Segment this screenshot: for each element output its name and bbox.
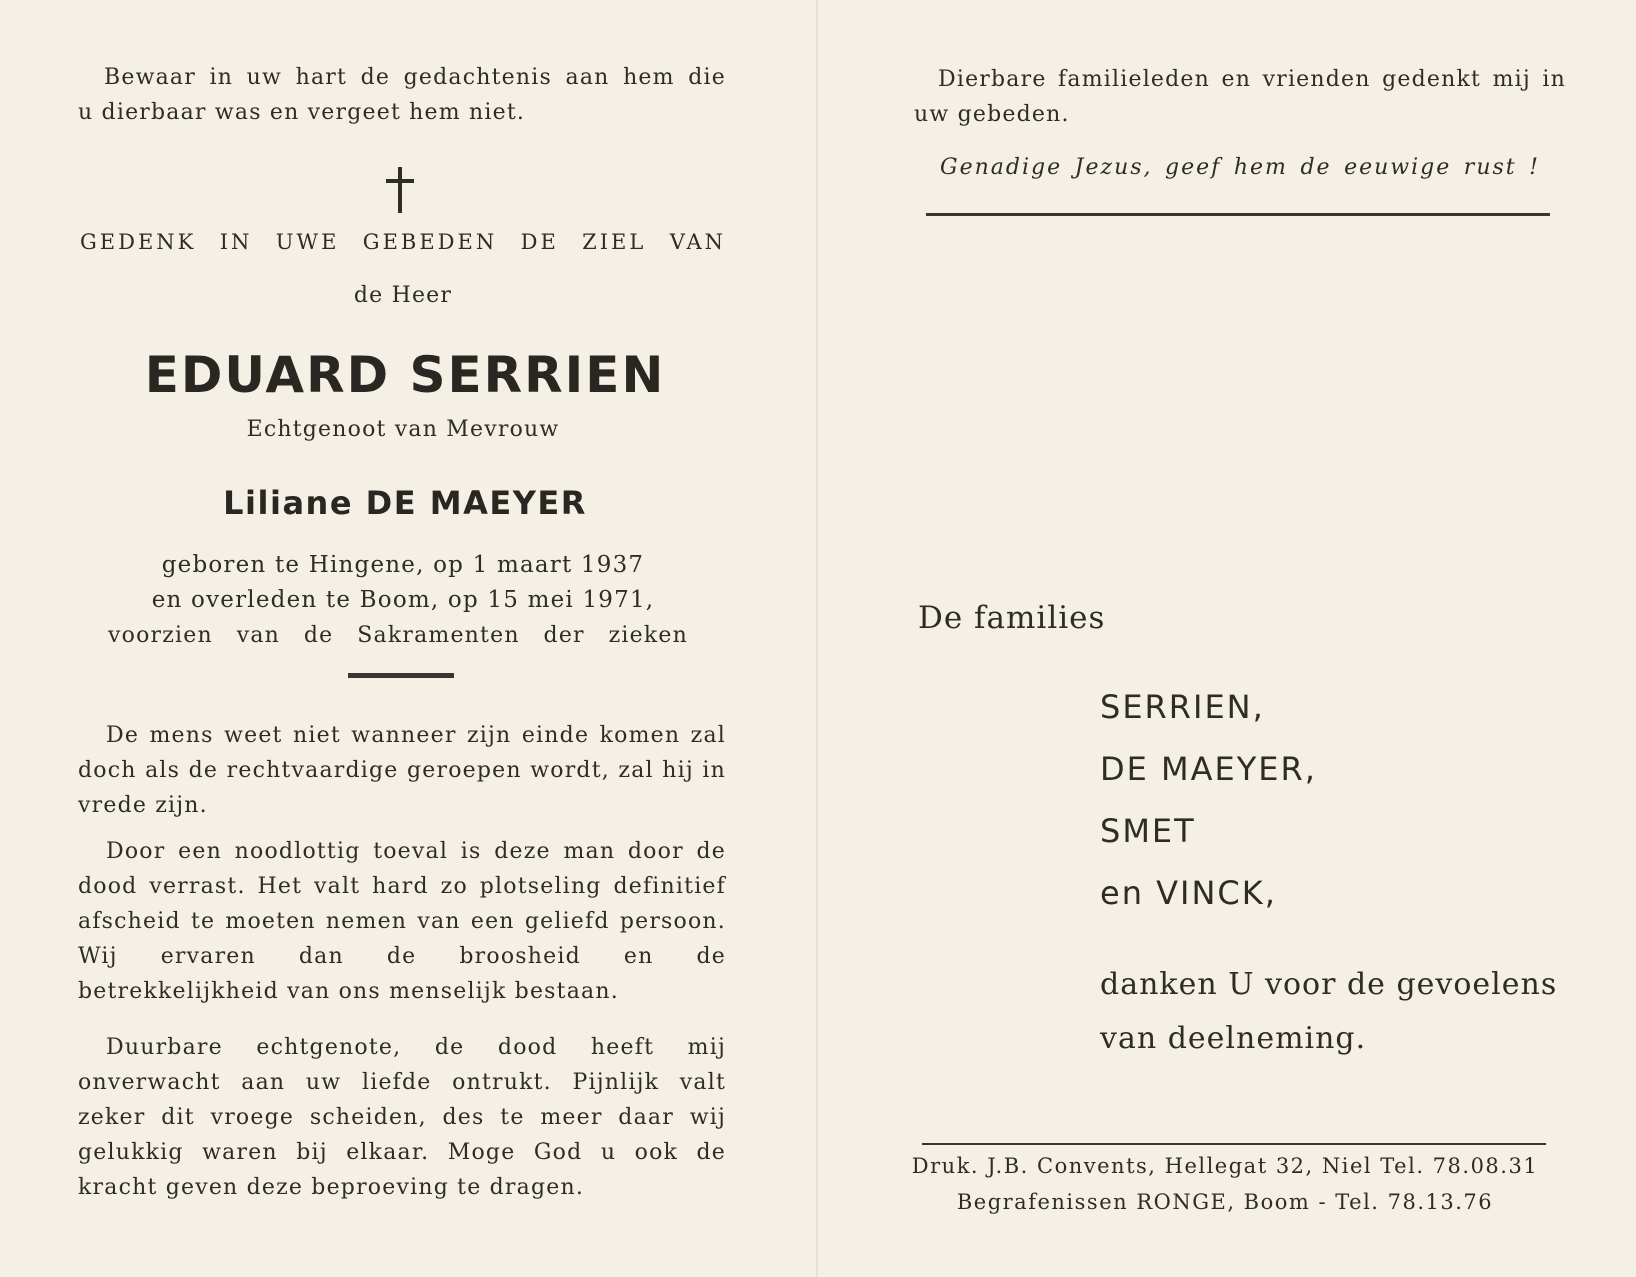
families-intro: De families — [918, 600, 1106, 636]
died-line: en overleden te Boom, op 15 mei 1971, — [151, 587, 655, 613]
born-line: geboren te Hingene, op 1 maart 1937 — [161, 552, 645, 578]
spouse-intro: Echtgenoot van Mevrouw — [246, 417, 560, 442]
prayer-text: Dierbare familieleden en vrienden gedenkt mij in uw gebeden. — [914, 67, 1566, 127]
paragraph-3: Duurbare echtgenote, de dood heeft mij onverwacht aan uw liefde ontrukt. Pijnlijk valt zeker dit vroege scheiden, des te meer daar wij gelukkig waren bij elkaar. Moge God u ook de kracht geven deze beproeving te dragen. — [78, 1035, 726, 1200]
spouse-name: Liliane DE MAEYER — [223, 484, 587, 522]
top-rule — [926, 213, 1550, 216]
printer-line-1: Druk. J.B. Convents, Hellegat 32, Niel Tel. 78.08.31 — [911, 1154, 1539, 1178]
deceased-name: EDUARD SERRIEN — [144, 346, 666, 404]
bottom-rule — [922, 1143, 1546, 1145]
thanks-line-1: danken U voor de gevoelens — [1100, 967, 1558, 1002]
paragraph-2: Door een noodlottig toeval is deze man door de dood verrast. Het valt hard zo plotseling definitief afscheid te moeten nemen van een geliefd persoon. Wij ervaren dan de broosheid en de betrekkelijkheid van ons menselijk bestaan. — [78, 839, 726, 1004]
family-name: DE MAEYER, — [1100, 750, 1317, 788]
intro-line-2: u dierbaar was en vergeet hem niet. — [78, 100, 526, 125]
printer-line-2: Begrafenissen RONGE, Boom - Tel. 78.13.76 — [956, 1190, 1494, 1214]
paragraph-1: De mens weet niet wanneer zijn einde komen zal doch als de rechtvaardige geroepen wordt, zal hij in vrede zijn. — [78, 723, 726, 818]
invocation: Genadige Jezus, geef hem de eeuwige rust ! — [940, 155, 1540, 180]
divider — [348, 673, 454, 678]
de-heer: de Heer — [353, 283, 453, 308]
gedenk-line: GEDENK IN UWE GEBEDEN DE ZIEL VAN — [80, 230, 726, 254]
intro-line-1: Bewaar in uw hart de gedachtenis aan hem die — [104, 65, 726, 90]
right-panel — [818, 0, 1636, 1277]
sacraments-line: voorzien van de Sakramenten der zieken — [108, 623, 688, 648]
thanks-line-2: van deelneming. — [1100, 1021, 1367, 1056]
cross-icon — [380, 165, 420, 215]
family-name: SMET — [1100, 812, 1196, 850]
family-name: SERRIEN, — [1100, 688, 1265, 726]
family-name: en VINCK, — [1100, 874, 1277, 912]
